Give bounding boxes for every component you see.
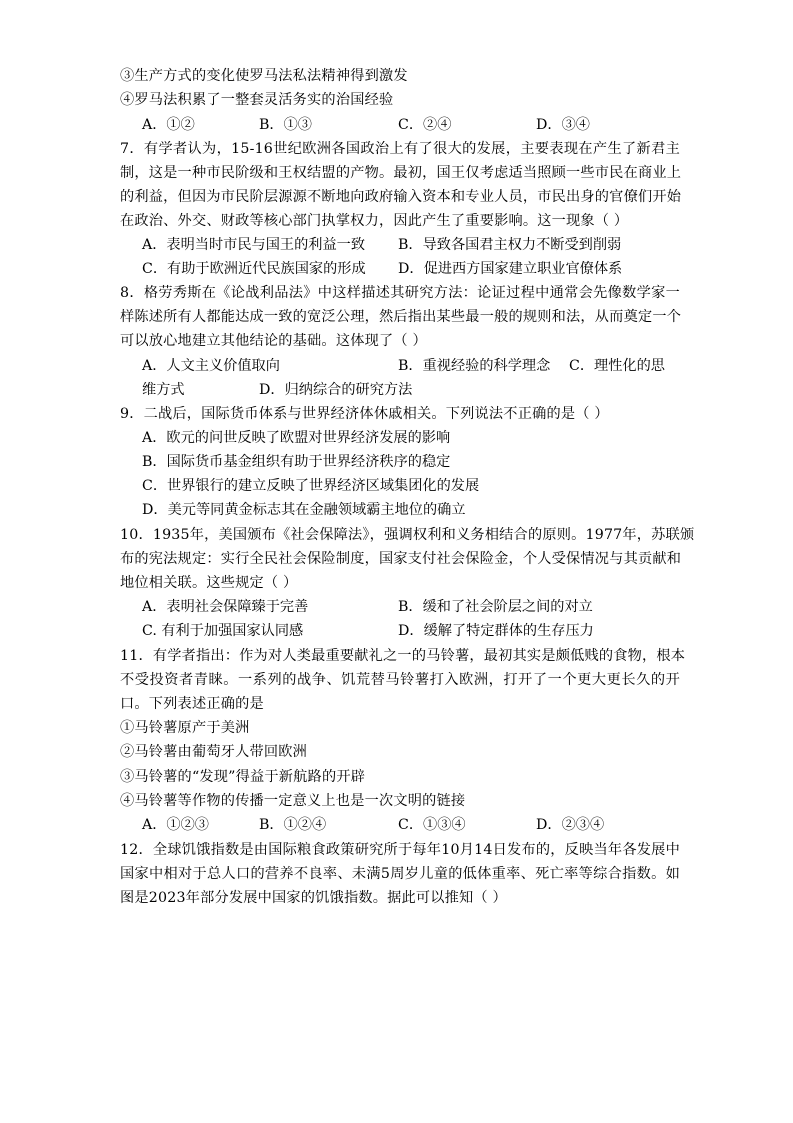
q8-option-c-continued[interactable]: 维方式: [142, 382, 185, 398]
q11-stem-line-3: 口。下列表述正确的是: [120, 696, 264, 712]
q10-stem-line-3: 地位相关联。这些规定（ ）: [120, 575, 298, 591]
q12-stem-line-3: 图是2023年部分发展中国家的饥饿指数。据此可以推知（ ）: [120, 890, 507, 906]
q11-option-c[interactable]: C．①③④: [398, 817, 466, 833]
q11-statement-1: ①马铃薯原产于美洲: [120, 720, 250, 736]
q11-stem-line-1: 11．有学者指出：作为对人类最重要献礼之一的马铃薯，最初其实是颇低贱的食物，根本: [120, 648, 686, 664]
q9-stem-line-1: 9．二战后，国际货币体系与世界经济体休戚相关。下列说法不正确的是（ ）: [120, 406, 609, 422]
q7-option-b[interactable]: B．导致各国君主权力不断受到削弱: [398, 237, 622, 253]
q11-option-d[interactable]: D．②③④: [536, 817, 605, 833]
q6-statement-4: ④罗马法积累了一整套灵活务实的治国经验: [120, 92, 394, 108]
q6-option-c[interactable]: C．②④: [398, 117, 452, 133]
q6-option-b[interactable]: B．①③: [259, 117, 312, 133]
q11-option-b[interactable]: B．①②④: [259, 817, 327, 833]
q9-option-b[interactable]: B．国际货币基金组织有助于世界经济秩序的稳定: [142, 454, 451, 470]
q7-option-c[interactable]: C．有助于欧洲近代民族国家的形成: [142, 261, 366, 277]
q10-option-b[interactable]: B．缓和了社会阶层之间的对立: [398, 599, 593, 615]
q7-option-d[interactable]: D．促进西方国家建立职业官僚体系: [398, 261, 623, 277]
q8-option-d[interactable]: D．归纳综合的研究方法: [259, 382, 413, 398]
q9-option-a[interactable]: A．欧元的问世反映了欧盟对世界经济发展的影响: [142, 430, 451, 446]
q7-stem-line-1: 7．有学者认为，15-16世纪欧洲各国政治上有了很大的发展，主要表现在产生了新君主: [120, 141, 680, 157]
q11-statement-3: ③马铃薯的“发现”得益于新航路的开辟: [120, 769, 366, 785]
q6-option-d[interactable]: D．③④: [536, 117, 590, 133]
q7-stem-line-4: 在政治、外交、财政等核心部门执掌权力，因此产生了重要影响。这一现象（ ）: [120, 213, 629, 229]
q6-statement-3: ③生产方式的变化使罗马法私法精神得到激发: [120, 68, 408, 84]
q8-stem-line-3: 可以放心地建立其他结论的基础。这体现了（ ）: [120, 333, 427, 349]
q10-option-c[interactable]: C. 有利于加强国家认同感: [142, 623, 304, 639]
q11-statement-4: ④马铃薯等作物的传播一定意义上也是一次文明的链接: [120, 793, 466, 809]
q8-option-c[interactable]: C．理性化的思: [569, 358, 665, 374]
q10-stem-line-2: 布的宪法规定：实行全民社会保险制度，国家支付社会保险金，个人受保情况与其贡献和: [120, 551, 682, 567]
q11-stem-line-2: 不受投资者青睐。一系列的战争、饥荒替马铃薯打入欧洲，打开了一个更大更长久的开: [120, 672, 680, 688]
q9-option-d[interactable]: D．美元等同黄金标志其在金融领域霸主地位的确立: [142, 502, 466, 518]
q8-stem-line-2: 样陈述所有人都能达成一致的宽泛公理，然后指出某些最一般的规则和法，从而奠定一个: [120, 309, 682, 325]
q8-stem-line-1: 8．格劳秀斯在《论战利品法》中这样描述其研究方法：论证过程中通常会先像数学家一: [120, 285, 680, 301]
q12-stem-line-1: 12．全球饥饿指数是由国际粮食政策研究所于每年10月14日发布的，反映当年各发展中: [120, 842, 680, 858]
q7-stem-line-3: 的利益，但因为市民阶层源源不断地向政府输入资本和专业人员，市民出身的官僚们开始: [120, 189, 682, 205]
q11-statement-2: ②马铃薯由葡萄牙人带回欧洲: [120, 744, 308, 760]
q8-option-a[interactable]: A．人文主义价值取向: [142, 358, 280, 374]
q10-option-d[interactable]: D．缓解了特定群体的生存压力: [398, 623, 594, 639]
q12-stem-line-2: 国家中相对于总人口的营养不良率、未满5周岁儿童的低体重率、死亡率等综合指数。如: [120, 866, 680, 882]
q8-option-b[interactable]: B．重视经验的科学理念: [398, 358, 551, 374]
q7-option-a[interactable]: A．表明当时市民与国王的利益一致: [142, 237, 366, 253]
q11-option-a[interactable]: A．①②③: [142, 817, 209, 833]
q9-option-c[interactable]: C．世界银行的建立反映了世界经济区域集团化的发展: [142, 478, 480, 494]
q6-option-a[interactable]: A．①②: [142, 117, 195, 133]
q10-option-a[interactable]: A．表明社会保障臻于完善: [142, 599, 309, 615]
q10-stem-line-1: 10．1935年，美国颁布《社会保障法》，强调权利和义务相结合的原则。1977年，苏联颁: [120, 527, 695, 543]
q7-stem-line-2: 制，这是一种市民阶级和王权结盟的产物。最初，国王仅考虑适当照顾一些市民在商业上: [120, 165, 682, 181]
